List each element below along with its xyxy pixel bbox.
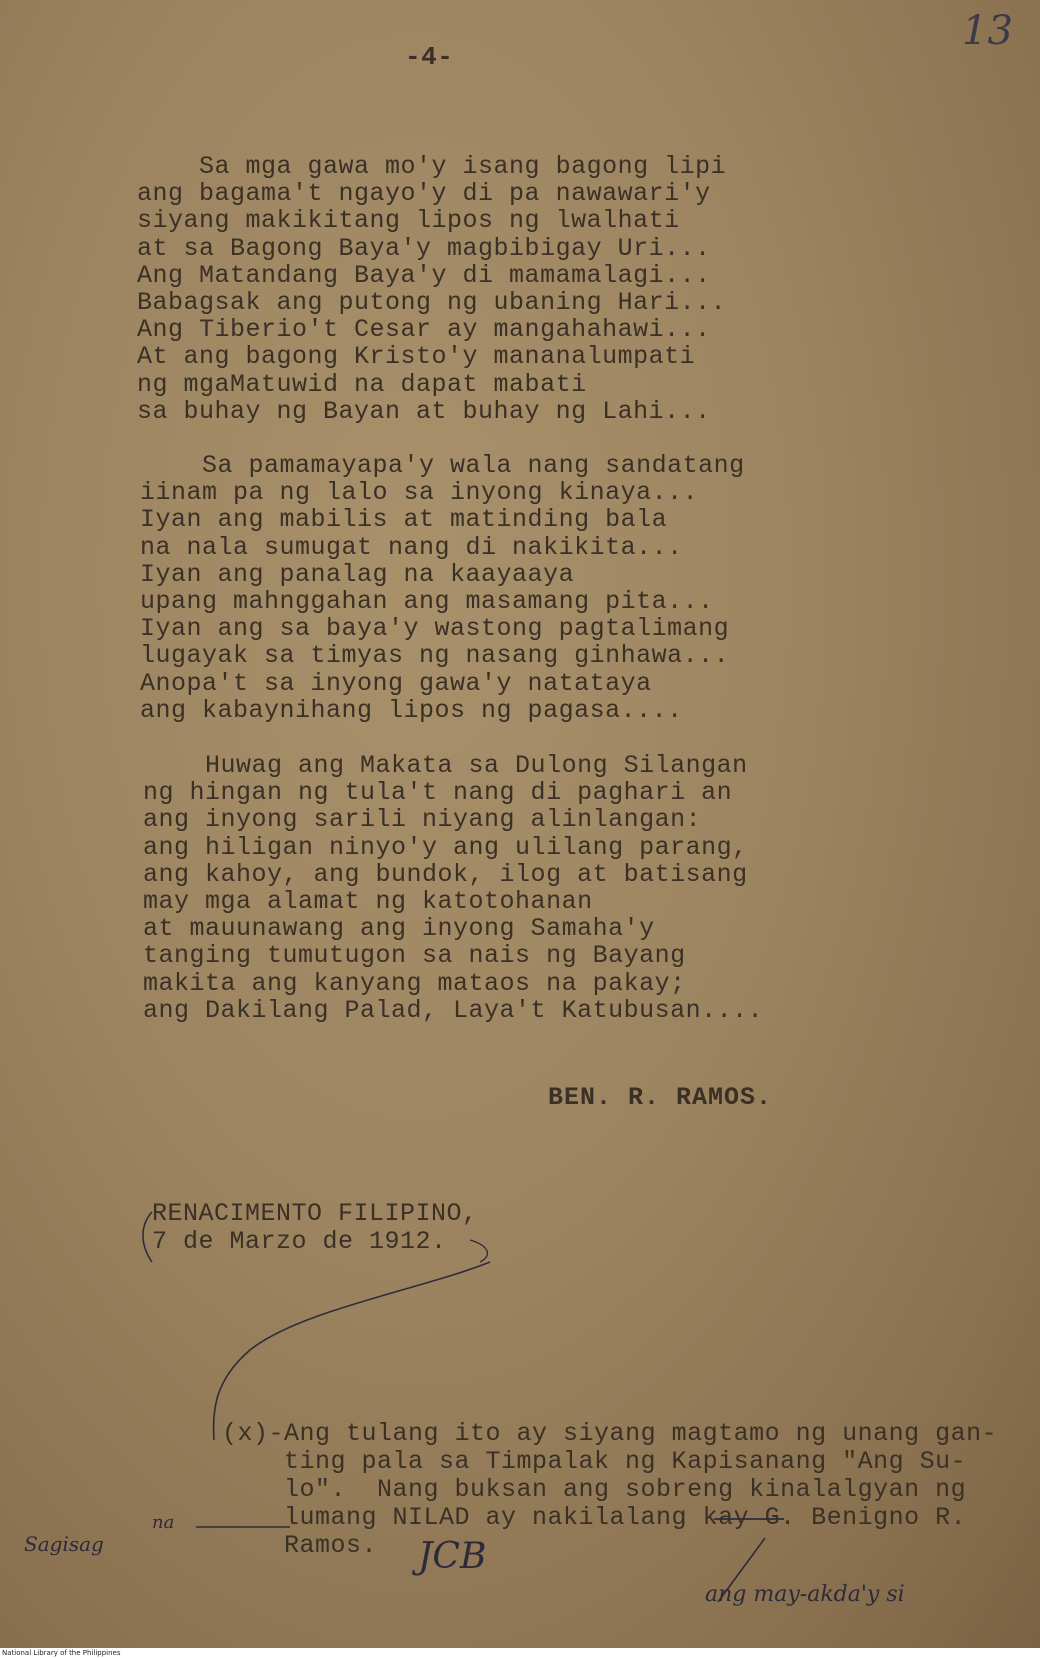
source-date: 7 de Marzo de 1912. bbox=[152, 1227, 447, 1256]
poem-line: upang mahnggahan ang masamang pita... bbox=[140, 586, 714, 616]
poem-line: Ang Matandang Baya'y di mamamalagi... bbox=[137, 260, 711, 290]
poem-line: Anopa't sa inyong gawa'y natataya bbox=[140, 668, 652, 698]
footer-credit: National Library of the Philippines bbox=[2, 1649, 121, 1657]
footnote-line: Ramos. bbox=[284, 1531, 378, 1560]
poem-line: Iyan ang mabilis at matinding bala bbox=[140, 505, 668, 535]
bracket-stroke bbox=[143, 1212, 152, 1262]
author-signature: BEN. R. RAMOS. bbox=[548, 1083, 773, 1112]
poem-line: may mga alamat ng katotohanan bbox=[143, 886, 593, 916]
connector-stroke bbox=[214, 1262, 490, 1440]
footnote-line: (x)-Ang tulang ito ay siyang magtamo ng unang gan- bbox=[222, 1419, 998, 1448]
poem-line: Iyan ang sa baya'y wastong pagtalimang bbox=[140, 614, 730, 644]
poem-line: ang Dakilang Palad, Laya't Katubusan.... bbox=[143, 995, 764, 1025]
poem-line: iinam pa ng lalo sa inyong kinaya... bbox=[140, 478, 699, 508]
poem-line: ng hingan ng tula't nang di paghari an bbox=[143, 778, 733, 808]
poem-line: Sa pamamayapa'y wala nang sandatang bbox=[140, 451, 745, 480]
footer-strip bbox=[0, 1648, 1040, 1658]
poem-line: Huwag ang Makata sa Dulong Silangan bbox=[143, 751, 748, 780]
poem-line: ang kahoy, ang bundok, ilog at batisang bbox=[143, 859, 748, 889]
handwritten-na: na bbox=[152, 1512, 175, 1533]
tail-stroke bbox=[470, 1240, 487, 1262]
slash-stroke bbox=[718, 1538, 765, 1602]
page-corner-number: 13 bbox=[962, 8, 1013, 54]
poem-line: Ang Tiberio't Cesar ay mangahahawi... bbox=[137, 315, 711, 345]
poem-line: ang bagama't ngayo'y di pa nawawari'y bbox=[137, 179, 711, 209]
source-publication: RENACIMENTO FILIPINO, bbox=[152, 1199, 478, 1228]
poem-line: na nala sumugat nang di nakikita... bbox=[140, 532, 683, 562]
footnote-line: ting pala sa Timpalak ng Kapisanang "Ang Su- bbox=[284, 1447, 967, 1476]
poem-line: Sa mga gawa mo'y isang bagong lipi bbox=[137, 152, 727, 181]
poem-line: At ang bagong Kristo'y mananalumpati bbox=[137, 342, 696, 372]
footnote-line: lumang NILAD ay nakilalang kay G. Benigno R. bbox=[284, 1503, 967, 1532]
poem-line: ng mgaMatuwid na dapat mabati bbox=[137, 369, 587, 399]
poem-line: lugayak sa timyas ng nasang ginhawa... bbox=[140, 641, 730, 671]
poem-line: siyang makikitang lipos ng lwalhati bbox=[137, 206, 680, 236]
footnote-line: lo". Nang buksan ang sobreng kinalalgyan ng bbox=[284, 1475, 967, 1504]
poem-line: ang hiligan ninyo'y ang ulilang parang, bbox=[143, 832, 748, 862]
poem-line: tanging tumutugon sa nais ng Bayang bbox=[143, 941, 686, 971]
poem-line: at mauunawang ang inyong Samaha'y bbox=[143, 914, 655, 944]
handwritten-initials: JCB bbox=[418, 1536, 487, 1577]
handwritten-sagisag: Sagisag bbox=[24, 1532, 104, 1556]
poem-line: Babagsak ang putong ng ubaning Hari... bbox=[137, 287, 727, 317]
poem-line: ang kabaynihang lipos ng pagasa.... bbox=[140, 695, 683, 725]
poem-line: makita ang kanyang mataos na pakay; bbox=[143, 968, 686, 998]
handwritten-annotation: ang may-akda'y si bbox=[705, 1582, 905, 1607]
poem-line: at sa Bagong Baya'y magbibigay Uri... bbox=[137, 233, 711, 263]
page-number: -4- bbox=[405, 42, 454, 72]
poem-line: Iyan ang panalag na kaayaaya bbox=[140, 559, 575, 589]
poem-line: ang inyong sarili niyang alinlangan: bbox=[143, 805, 702, 835]
poem-line: sa buhay ng Bayan at buhay ng Lahi... bbox=[137, 396, 711, 426]
